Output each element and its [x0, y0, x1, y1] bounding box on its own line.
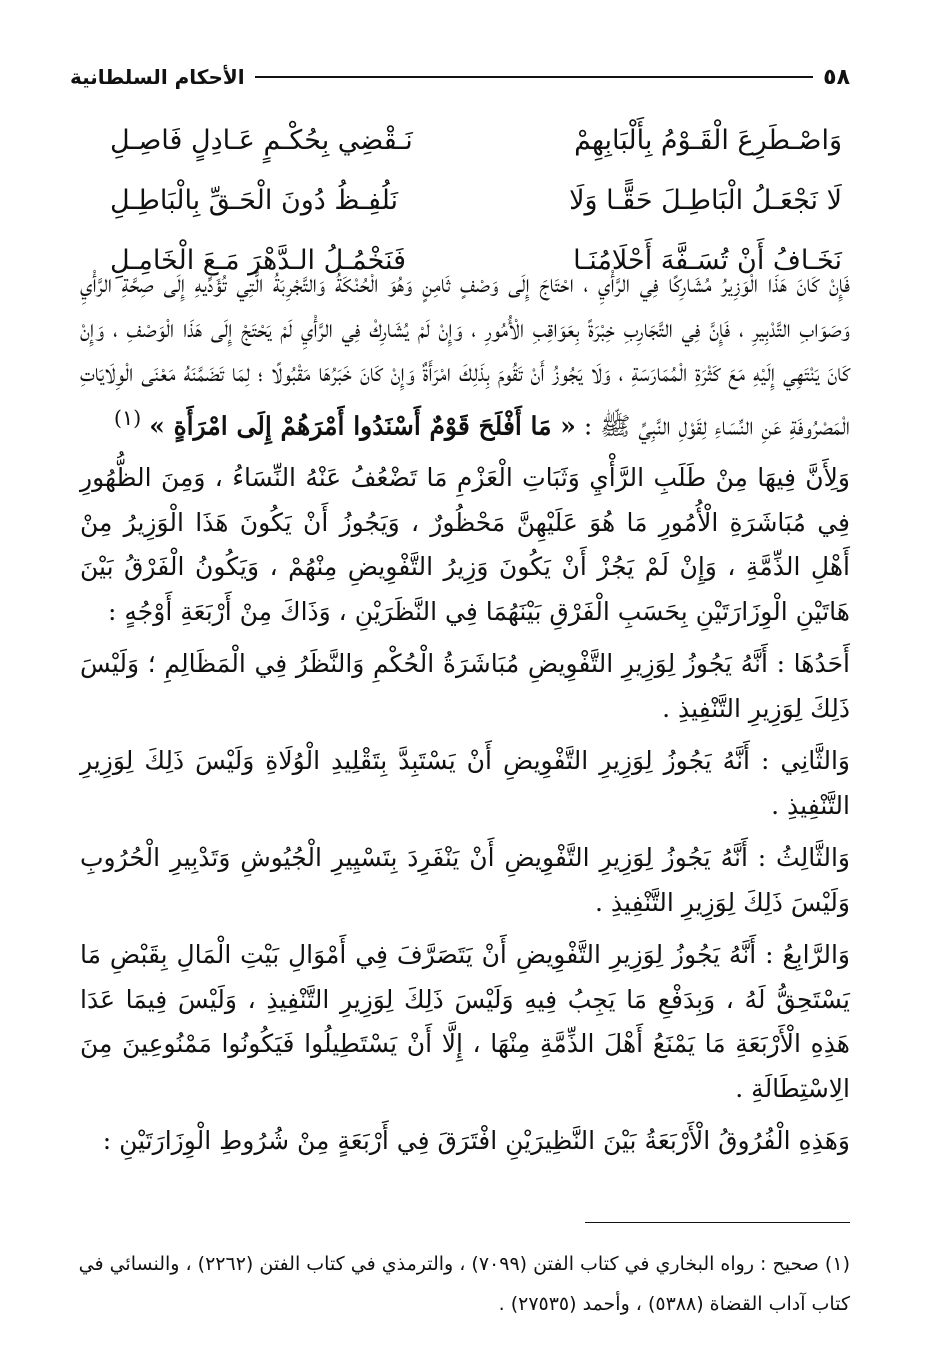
paragraph: وَالرَّابِعُ : أَنَّهُ يَجُوزُ لِوَزِيرِ التَّفْوِيضِ أَنْ يَتَصَرَّفَ فِي أَمْوَالِ بَيْتِ الْمَالِ بِقَبْضِ مَا يَسْتَحِقُّ لَهُ ، وَبِدَفْعِ مَا يَجِبُ فِيهِ وَلَيْسَ ذَلِكَ لِوَزِيرِ التَّنْفِيذِ ، وَلَيْسَ فِيمَا عَدَا هَذِهِ الْأَرْبَعَةِ مَا يَمْنَعُ أَهْلَ الذِّمَّةِ مِنْهَا ، إِلَّا أَنْ يَسْتَطِيلُوا فَيَكُونُوا مَمْنُوعِينَ مِنَ الِاسْتِطَالَةِ . — [80, 940, 850, 1103]
page-number: ٥٨ — [823, 64, 850, 90]
footnote — [70, 1244, 850, 1324]
paragraph: وَلِأَنَّ فِيهَا مِنْ طَلَبِ الرَّأْيِ وَثَبَاتِ الْعَزْمِ مَا تَضْعُفُ عَنْهُ النِّسَاءُ ، وَمِنَ الظُّهُورِ فِي مُبَاشَرَةِ الْأُمُورِ مَا هُوَ عَلَيْهِنَّ مَحْظُورٌ ، وَيَجُوزُ أَنْ يَكُونَ هَذَا الْوَزِيرُ مِنْ أَهْلِ الذِّمَّةِ ، وَإِنْ لَمْ يَجُزْ أَنْ يَكُونَ وَزِيرُ التَّفْوِيضِ مِنْهُمْ ، وَيَكُونُ الْفَرْقُ بَيْنَ هَاتَيْنِ الْوِزَارَتَيْنِ بِحَسَبِ الْفَرْقِ بَيْنَهُمَا فِي النَّظَرَيْنِ ، وَذَاكَ مِنْ أَرْبَعَةِ أَوْجُهٍ : — [80, 463, 850, 626]
footnote-reference: (١) — [113, 405, 142, 430]
footnote-line: كتاب آداب القضاة (٥٣٨٨) ، وأحمد (٢٧٥٣٥) . — [498, 1293, 850, 1315]
paragraph: وَالثَّانِي : أَنَّهُ يَجُوزُ لِوَزِيرِ التَّفْوِيضِ أَنْ يَسْتَبِدَّ بِتَقْلِيدِ الْوُلَاةِ وَلَيْسَ ذَلِكَ لِوَزِيرِ التَّنْفِيذِ . — [80, 746, 850, 820]
running-title: الأحكام السلطانية — [70, 65, 245, 89]
verse-first-hemistich: نَخَـافُ أَنْ تُسَـفَّهَ أَحْلَامُنَـا — [573, 244, 842, 276]
paragraph: وَهَذِهِ الْفُرُوقُ الْأَرْبَعَةُ بَيْنَ النَّظِيرَيْنِ افْتَرَقَ فِي أَرْبَعَةٍ مِنْ شُرُوطِ الْوِزَارَتَيْنِ : — [102, 1126, 850, 1156]
paragraph — [80, 262, 850, 448]
verse — [110, 110, 842, 170]
verse — [110, 170, 842, 230]
footnote-divider — [585, 1222, 850, 1223]
verse-second-hemistich: نَـقْضِي بِحُكْـمٍ عَـادِلٍ فَاصِـلِ — [110, 124, 413, 156]
paragraph: وَالثَّالِثُ : أَنَّهُ يَجُوزُ لِوَزِيرِ التَّفْوِيضِ أَنْ يَنْفَرِدَ بِتَسْيِيرِ الْجُيُوشِ وَتَدْبِيرِ الْحُرُوبِ وَلَيْسَ ذَلِكَ لِوَزِيرِ التَّنْفِيذِ . — [80, 843, 850, 917]
verse-second-hemistich: نَلُفِـظُ دُونَ الْحَـقِّ بِالْبَاطِـلِ — [110, 184, 399, 216]
verse-first-hemistich: لَا نَجْعَـلُ الْبَاطِـلَ حَقًّـا وَلَا — [569, 184, 842, 216]
verse-first-hemistich: وَاصْـطَرِعَ الْقَـوْمُ بِأَلْبَابِهِمْ — [574, 124, 842, 156]
paragraph-text: فَإِنْ كَانَ هَذَا الْوَزِيرُ مُشَارِكًا فِي الرَّأْيِ ، احْتَاجَ إِلَى وَصْفٍ ثَامِنٍ وَهُوَ الْحُنْكَةُ وَالتَّجْرِبَةُ الَّتِي تُؤَدِّيهِ إِلَى صِحَّةِ الرَّأْيِ وَصَوَابِ التَّدْبِيرِ ، فَإِنَّ فِي التَّجَارِبِ خِبْرَةً بِعَوَاقِبِ الْأُمُورِ ، وَإِنْ لَمْ يُشَارِكْ فِي الرَّأْيِ لَمْ يَحْتَجْ إِلَى هَذَا الْوَصْفِ ، وَإِنْ كَانَ يَنْتَهِي إِلَيْهِ مَعَ كَثْرَةِ الْمُمَارَسَةِ ، وَلَا يَجُوزُ أَنْ تَقُومَ بِذَلِكَ امْرَأَةٌ وَإِنْ كَانَ خَبَرُهَا مَقْبُولًا ؛ لِمَا تَضَمَّنَهُ مَعْنَى الْوِلَايَاتِ الْمَصْرُوفَةِ عَنِ النِّسَاءِ لِقَوْلِ النَّبِيِّ ﷺ : — [80, 269, 850, 440]
hadith-quote: « مَا أَفْلَحَ قَوْمٌ أَسْنَدُوا أَمْرَهُمْ إِلَى امْرَأَةٍ » — [149, 410, 576, 440]
footnote-line: (١) صحيح : رواه البخاري في كتاب الفتن (٧٠٩٩) ، والترمذي في كتاب الفتن (٢٢٦٢) ، والنسائي في — [78, 1253, 850, 1275]
verse-second-hemistich: فَنَخْمُـلُ الـدَّهْرَ مَـعَ الْخَامِـلِ — [110, 244, 407, 276]
paragraph: أَحَدُهَا : أَنَّهُ يَجُوزُ لِوَزِيرِ التَّفْوِيضِ مُبَاشَرَةُ الْحُكْمِ وَالنَّظَرُ فِي الْمَظَالِمِ ؛ وَلَيْسَ ذَلِكَ لِوَزِيرِ التَّنْفِيذِ . — [80, 649, 850, 723]
header-rule — [255, 76, 814, 78]
main-text — [80, 262, 850, 1172]
page-header — [70, 62, 850, 92]
